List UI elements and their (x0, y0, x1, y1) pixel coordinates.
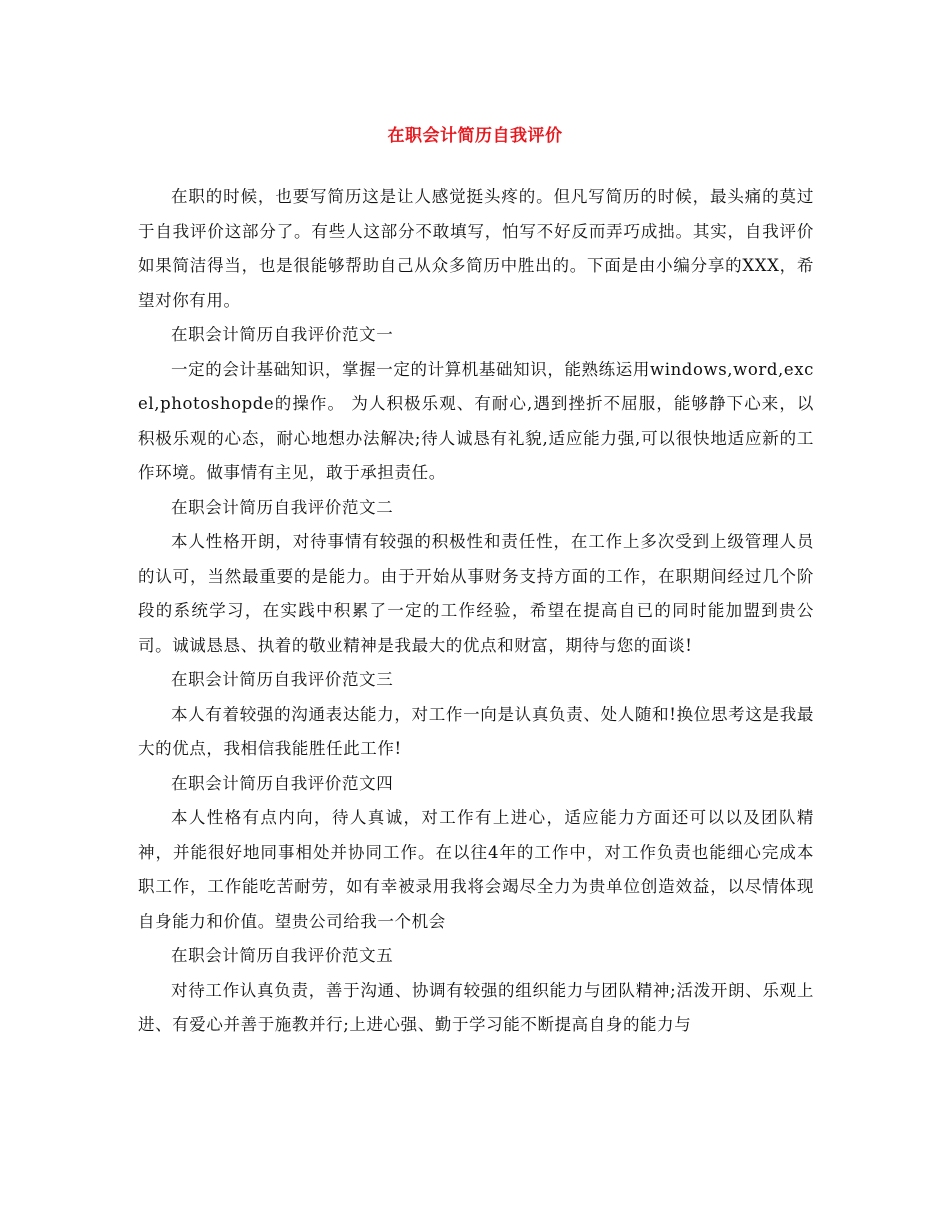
document-title: 在职会计简历自我评价 (387, 126, 563, 146)
section-text-3: 本人有着较强的沟通表达能力，对工作一向是认真负责、处人随和!换位思考这是我最大的优点，我相信我能胜任此工作! (138, 704, 814, 758)
section-heading-1: 在职会计简历自我评价范文一 (171, 325, 394, 344)
document-body (138, 180, 814, 1043)
section-heading-2: 在职会计简历自我评价范文二 (171, 497, 394, 517)
section-text-1: 一定的会计基础知识，掌握一定的计算机基础知识，能熟练运用windows,word,excel,photoshopde的操作。 为人积极乐观、有耐心,遇到挫折不屈服，能够静下心来，以积极乐观的心态，耐心地想办法解决;待人诚恳有礼貌,适应能力强,可以很快地适应新的工作环境。做事情有主见，敢于承担责任。 (138, 359, 814, 482)
section-text-5: 对待工作认真负责，善于沟通、协调有较强的组织能力与团队精神;活泼开朗、乐观上进、有爱心并善于施教并行;上进心强、勤于学习能不断提高自身的能力与 (138, 980, 814, 1034)
section-text-2: 本人性格开朗，对待事情有较强的积极性和责任性，在工作上多次受到上级管理人员的认可，当然最重要的是能力。由于开始从事财务支持方面的工作，在职期间经过几个阶段的系统学习，在实践中积累了一定的工作经验，希望在提高自已的同时能加盟到贵公司。诚诚恳恳、执着的敬业精神是我最大的优点和财富，期待与您的面谈! (138, 532, 814, 655)
section-heading-5: 在职会计简历自我评价范文五 (171, 946, 394, 965)
section-heading-4: 在职会计简历自我评价范文四 (171, 773, 394, 793)
section-heading-3: 在职会计简历自我评价范文三 (171, 670, 394, 689)
section-text-4: 本人性格有点内向，待人真诚，对工作有上进心，适应能力方面还可以以及团队精神，并能很好地同事相处并协同工作。在以往4年的工作中，对工作负责也能细心完成本职工作，工作能吃苦耐劳，如有幸被录用我将会竭尽全力为贵单位创造效益，以尽情体现自身能力和价值。望贵公司给我一个机会 (138, 808, 814, 931)
intro-paragraph: 在职的时候，也要写简历这是让人感觉挺头疼的。但凡写简历的时候，最头痛的莫过于自我评价这部分了。有些人这部分不敢填写，怕写不好反而弄巧成拙。其实，自我评价如果简洁得当，也是很能够帮助自己从众多简历中胜出的。下面是由小编分享的XXX，希望对你有用。 (138, 187, 814, 310)
